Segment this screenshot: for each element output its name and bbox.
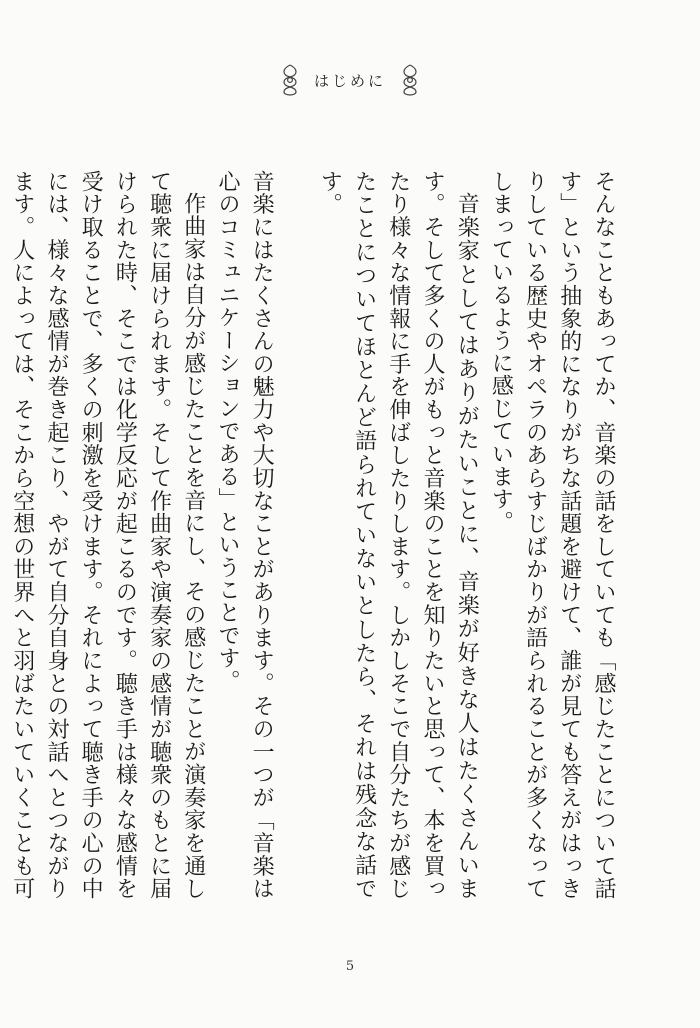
chapter-header: [0, 62, 700, 98]
page-number: 5: [345, 959, 355, 974]
knot-ornament-icon: [278, 63, 302, 97]
section-gap: [278, 170, 312, 900]
knot-ornament-icon: [398, 63, 422, 97]
vertical-body-text: [0, 170, 620, 900]
paragraph: 作曲家は自分が感じたことを音にし、その感じたことが演奏家を通して聴衆に届けられます。そして作曲家や演奏家の感情が聴衆のもとに届けられた時、そこでは化学反応が起こるのです。聴き手は様々な感情を受け取ることで、多くの刺激を受けます。それによって聴き手の心の中には、様々な感情が巻き起こり、やがて自分自身との対話へとつながります。人によっては、そこから空想の世界へと羽ばたいていくことも可: [9, 170, 206, 900]
paragraph: そんなこともあってか、音楽の話をしていても「感じたことについて話す」という抽象的になりがちな話題を避けて、誰が見ても答えがはっきりしている歴史やオペラのあらすじばかりが語られることが多くなってしまっているように感じています。: [488, 170, 616, 900]
paragraph: 音楽家としてはありがたいことに、音楽が好きな人はたくさんいます。そして多くの人がもっと音楽のことを知りたいと思って、本を買ったり様々な情報に手を伸ばしたりします。しかしそこで自分たちが感じたことについてほとんど語られていないとしたら、それは残念な話です。: [317, 170, 480, 900]
paragraph: 音楽にはたくさんの魅力や大切なことがあります。その一つが「音楽は心のコミュニケーションである」ということです。: [214, 170, 275, 900]
chapter-title: はじめに: [313, 71, 386, 90]
